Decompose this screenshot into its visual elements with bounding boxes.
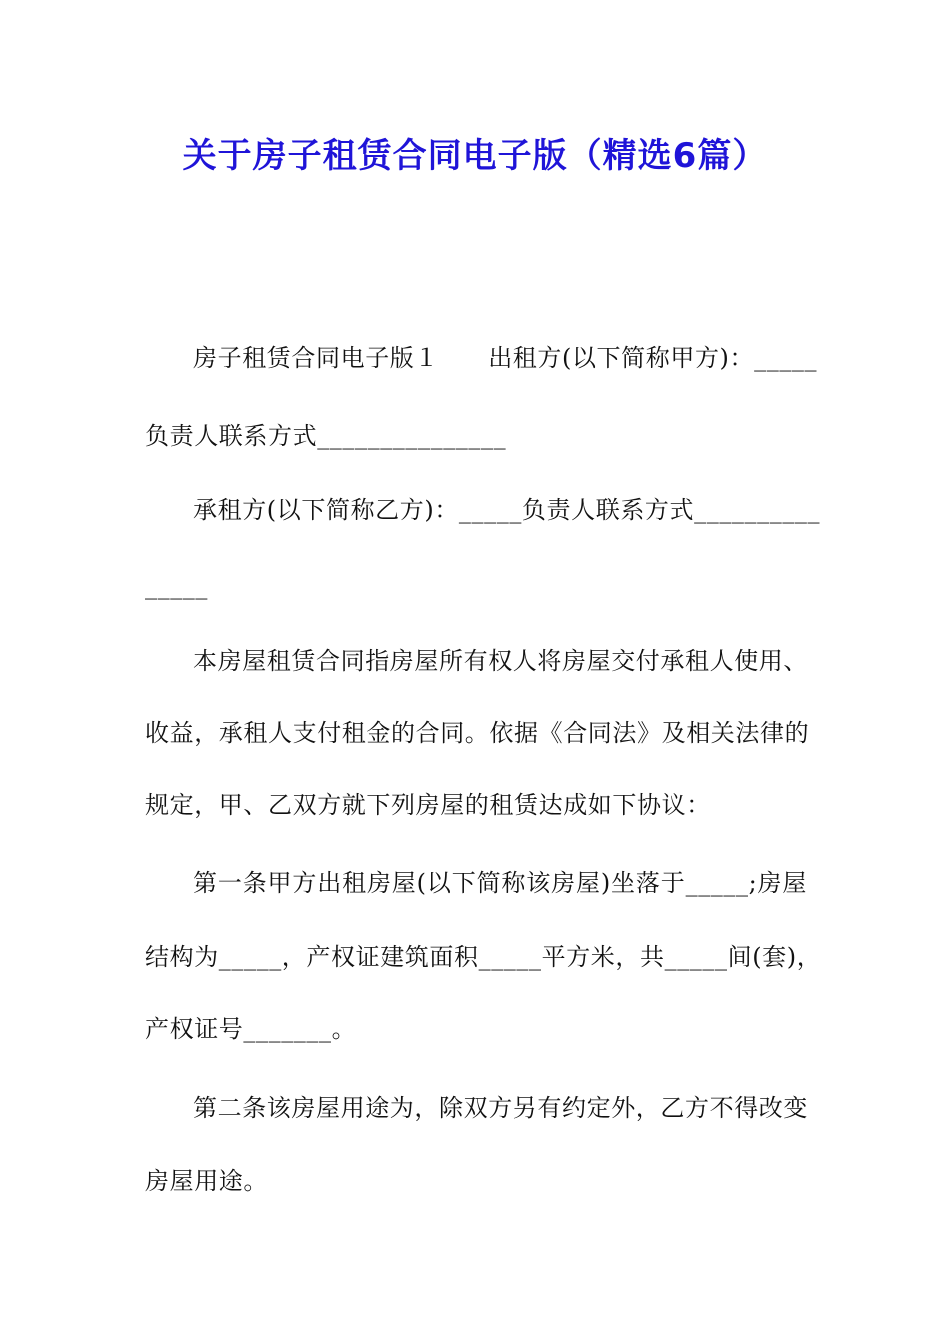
paragraph-line: 规定，甲、乙双方就下列房屋的租赁达成如下协议： [145,791,711,819]
paragraph-line: 第二条该房屋用途为，除双方另有约定外，乙方不得改变 [193,1094,808,1122]
paragraph-line: 产权证号_______。 [145,1015,357,1043]
paragraph-line: 结构为_____，产权证建筑面积_____平方米，共_____间(套)， [145,943,822,971]
paragraph-line: 房屋用途。 [145,1167,268,1195]
document-title: 关于房子租赁合同电子版（精选6篇） [182,136,768,176]
paragraph-line: 负责人联系方式_______________ [145,422,507,450]
paragraph-line: 第一条甲方出租房屋(以下简称该房屋)坐落于_____;房屋 [193,869,807,897]
paragraph-line: 房子租赁合同电子版１ 出租方(以下简称甲方)：_____ [193,344,818,372]
paragraph-line: 承租方(以下简称乙方)：_____负责人联系方式__________ [193,496,821,524]
paragraph-line: _____ [145,572,208,600]
paragraph-line: 本房屋租赁合同指房屋所有权人将房屋交付承租人使用、 [193,647,808,675]
paragraph-line: 收益，承租人支付租金的合同。依据《合同法》及相关法律的 [145,719,810,747]
